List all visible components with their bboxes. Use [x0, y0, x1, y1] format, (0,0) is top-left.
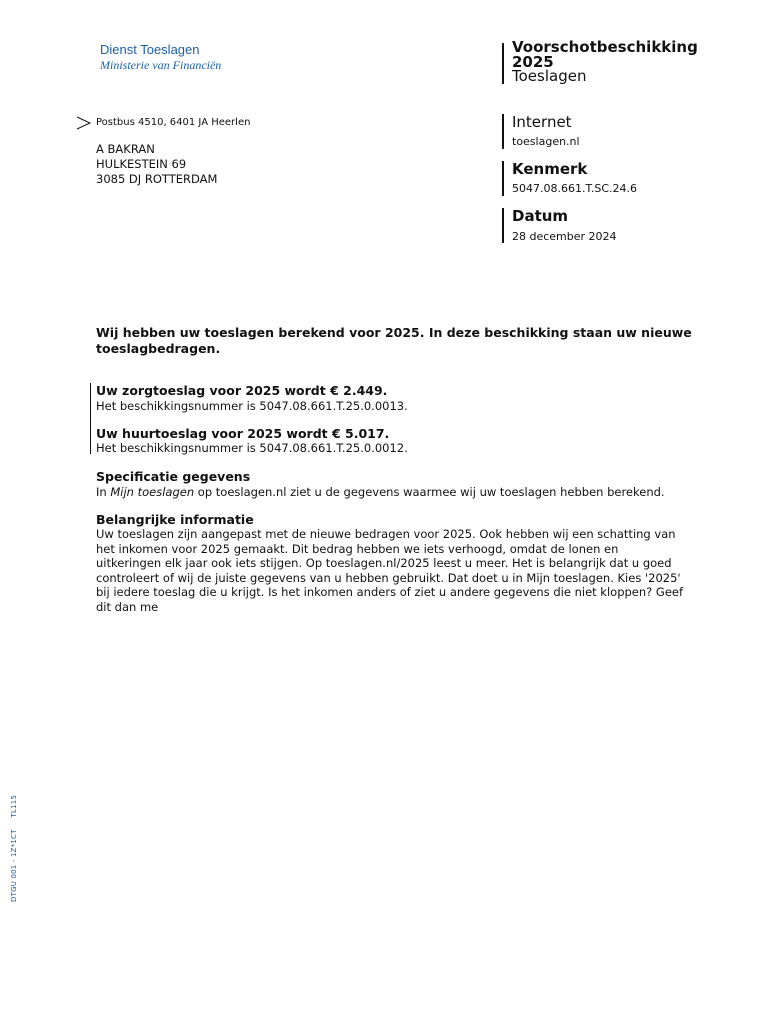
kenmerk-value: 5047.08.661.T.SC.24.6 — [512, 182, 638, 195]
recipient-street: HULKESTEIN 69 — [96, 157, 187, 171]
recipient-city: 3085 DJ ROTTERDAM — [96, 172, 218, 186]
belangrijk-text: Uw toeslagen zijn aangepast met de nieuwe bedragen voor 2025. Ook hebben wij een schatting van het inkomen voor 2025 gemaakt. Dit bedrag hebben we iets verhoogd, omdat de lonen en uitkeringen elk jaar ook iets stijgen. Op toeslagen.nl/2025 leest u meer. Het is belangrijk dat u goed controleert of wij de juiste gegevens van u hebben gebruikt. Dat doet u in Mijn toeslagen. Kies '2025' bij iedere toeslag die u krijgt. Is het inkomen anders of ziet u andere gegevens die niet kloppen? Geef dit dan me — [96, 527, 684, 614]
datum-value: 28 december 2024 — [512, 230, 617, 243]
zorgtoeslag-number: Het beschikkingsnummer is 5047.08.661.T.25.0.0013. — [96, 399, 408, 413]
huurtoeslag-title: Uw huurtoeslag voor 2025 wordt € 5.017. — [96, 426, 390, 441]
return-arrow-icon — [76, 115, 92, 131]
kenmerk-label: Kenmerk — [512, 160, 588, 178]
kenmerk-bar — [502, 161, 504, 196]
side-code-part1: DTGU 001 - 1Z*1CT — [10, 829, 18, 902]
recipient-name: A BAKRAN — [96, 142, 155, 156]
internet-label: Internet — [512, 113, 572, 131]
internet-value: toeslagen.nl — [512, 135, 580, 148]
huurtoeslag-number: Het beschikkingsnummer is 5047.08.661.T.25.0.0012. — [96, 441, 408, 455]
document-year: 2025 — [512, 53, 554, 71]
datum-bar — [502, 208, 504, 243]
specificatie-text: In Mijn toeslagen op toeslagen.nl ziet u de gegevens waarmee wij uw toeslagen hebben berekend. — [96, 485, 665, 499]
document-title: Voorschotbeschikking — [512, 38, 698, 56]
zorgtoeslag-title: Uw zorgtoeslag voor 2025 wordt € 2.449. — [96, 383, 388, 398]
return-address: Postbus 4510, 6401 JA Heerlen — [96, 117, 251, 128]
document-subtitle: Toeslagen — [512, 67, 587, 85]
specificatie-title: Specificatie gegevens — [96, 469, 251, 484]
mijn-toeslagen-emphasis: Mijn toeslagen — [110, 485, 195, 499]
internet-bar — [502, 114, 504, 149]
intro-text: Wij hebben uw toeslagen berekend voor 2025. In deze beschikking staan uw nieuwe toeslagbedragen. — [96, 325, 692, 356]
side-code-part2: TL115 — [10, 794, 18, 818]
title-bar — [502, 43, 504, 84]
logo-dienst-toeslagen: Dienst Toeslagen — [100, 42, 200, 57]
belangrijk-title: Belangrijke informatie — [96, 512, 254, 527]
recipient-address — [96, 142, 217, 187]
datum-label: Datum — [512, 207, 569, 225]
logo-ministerie: Ministerie van Financiën — [100, 58, 222, 72]
side-document-code — [10, 783, 18, 902]
amounts-bar — [90, 383, 91, 454]
